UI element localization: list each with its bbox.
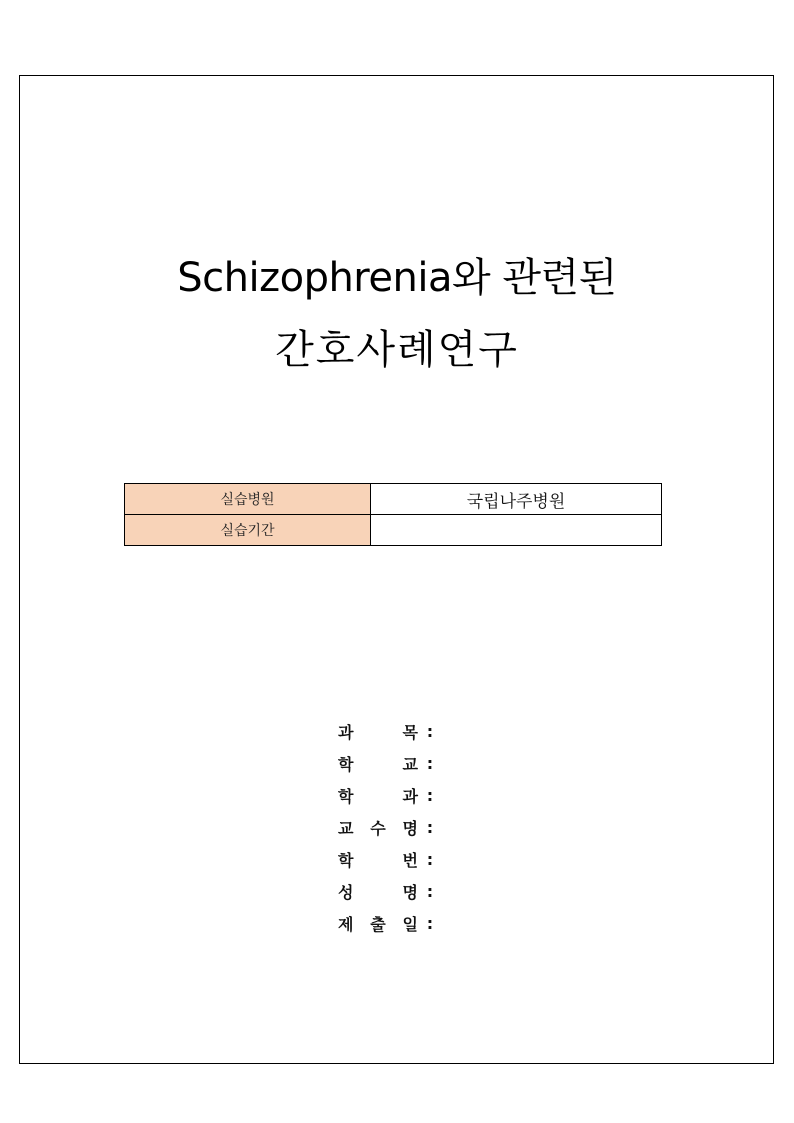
field-label [338,784,418,807]
report-title-line-2: 간호사례연구 [275,327,519,373]
period-label: 실습기간 [125,515,371,546]
field-label-char: 목 [402,722,418,742]
field-colon: : [426,721,434,741]
field-label-char: 성 [338,882,354,902]
field-label-char: 교 [402,754,418,774]
field-label-char: 명 [402,882,418,902]
field-label [338,880,418,903]
field-name [338,875,538,907]
practicum-info-table [124,483,662,546]
hospital-label: 실습병원 [125,484,371,515]
field-label [338,848,418,871]
field-label [338,752,418,775]
field-subject [338,715,538,747]
field-label-char: 제 [338,914,354,934]
field-label-char: 수 [370,818,386,838]
field-label [338,912,418,935]
field-label [338,816,418,839]
table-row [125,484,662,515]
field-label-char: 학 [338,786,354,806]
period-value[interactable] [371,515,662,546]
field-label [338,720,418,743]
field-label-char: 출 [370,914,386,934]
field-label-char: 학 [338,850,354,870]
field-label-char: 명 [402,818,418,838]
field-professor [338,811,538,843]
field-submission-date [338,907,538,939]
field-label-char: 학 [338,754,354,774]
field-colon: : [426,881,434,901]
field-label-char: 과 [338,722,354,742]
hospital-value[interactable]: 국립나주병원 [371,484,662,515]
field-colon: : [426,913,434,933]
submission-field-list [338,715,538,939]
field-colon: : [426,817,434,837]
field-label-char: 교 [338,818,354,838]
field-colon: : [426,849,434,869]
report-title-line-1: Schizophrenia와 관련된 [177,255,617,301]
field-colon: : [426,785,434,805]
field-student-id [338,843,538,875]
table-row [125,515,662,546]
field-label-char: 번 [402,850,418,870]
field-colon: : [426,753,434,773]
field-label-char: 일 [402,914,418,934]
field-department [338,779,538,811]
field-label-char: 과 [402,786,418,806]
field-school [338,747,538,779]
